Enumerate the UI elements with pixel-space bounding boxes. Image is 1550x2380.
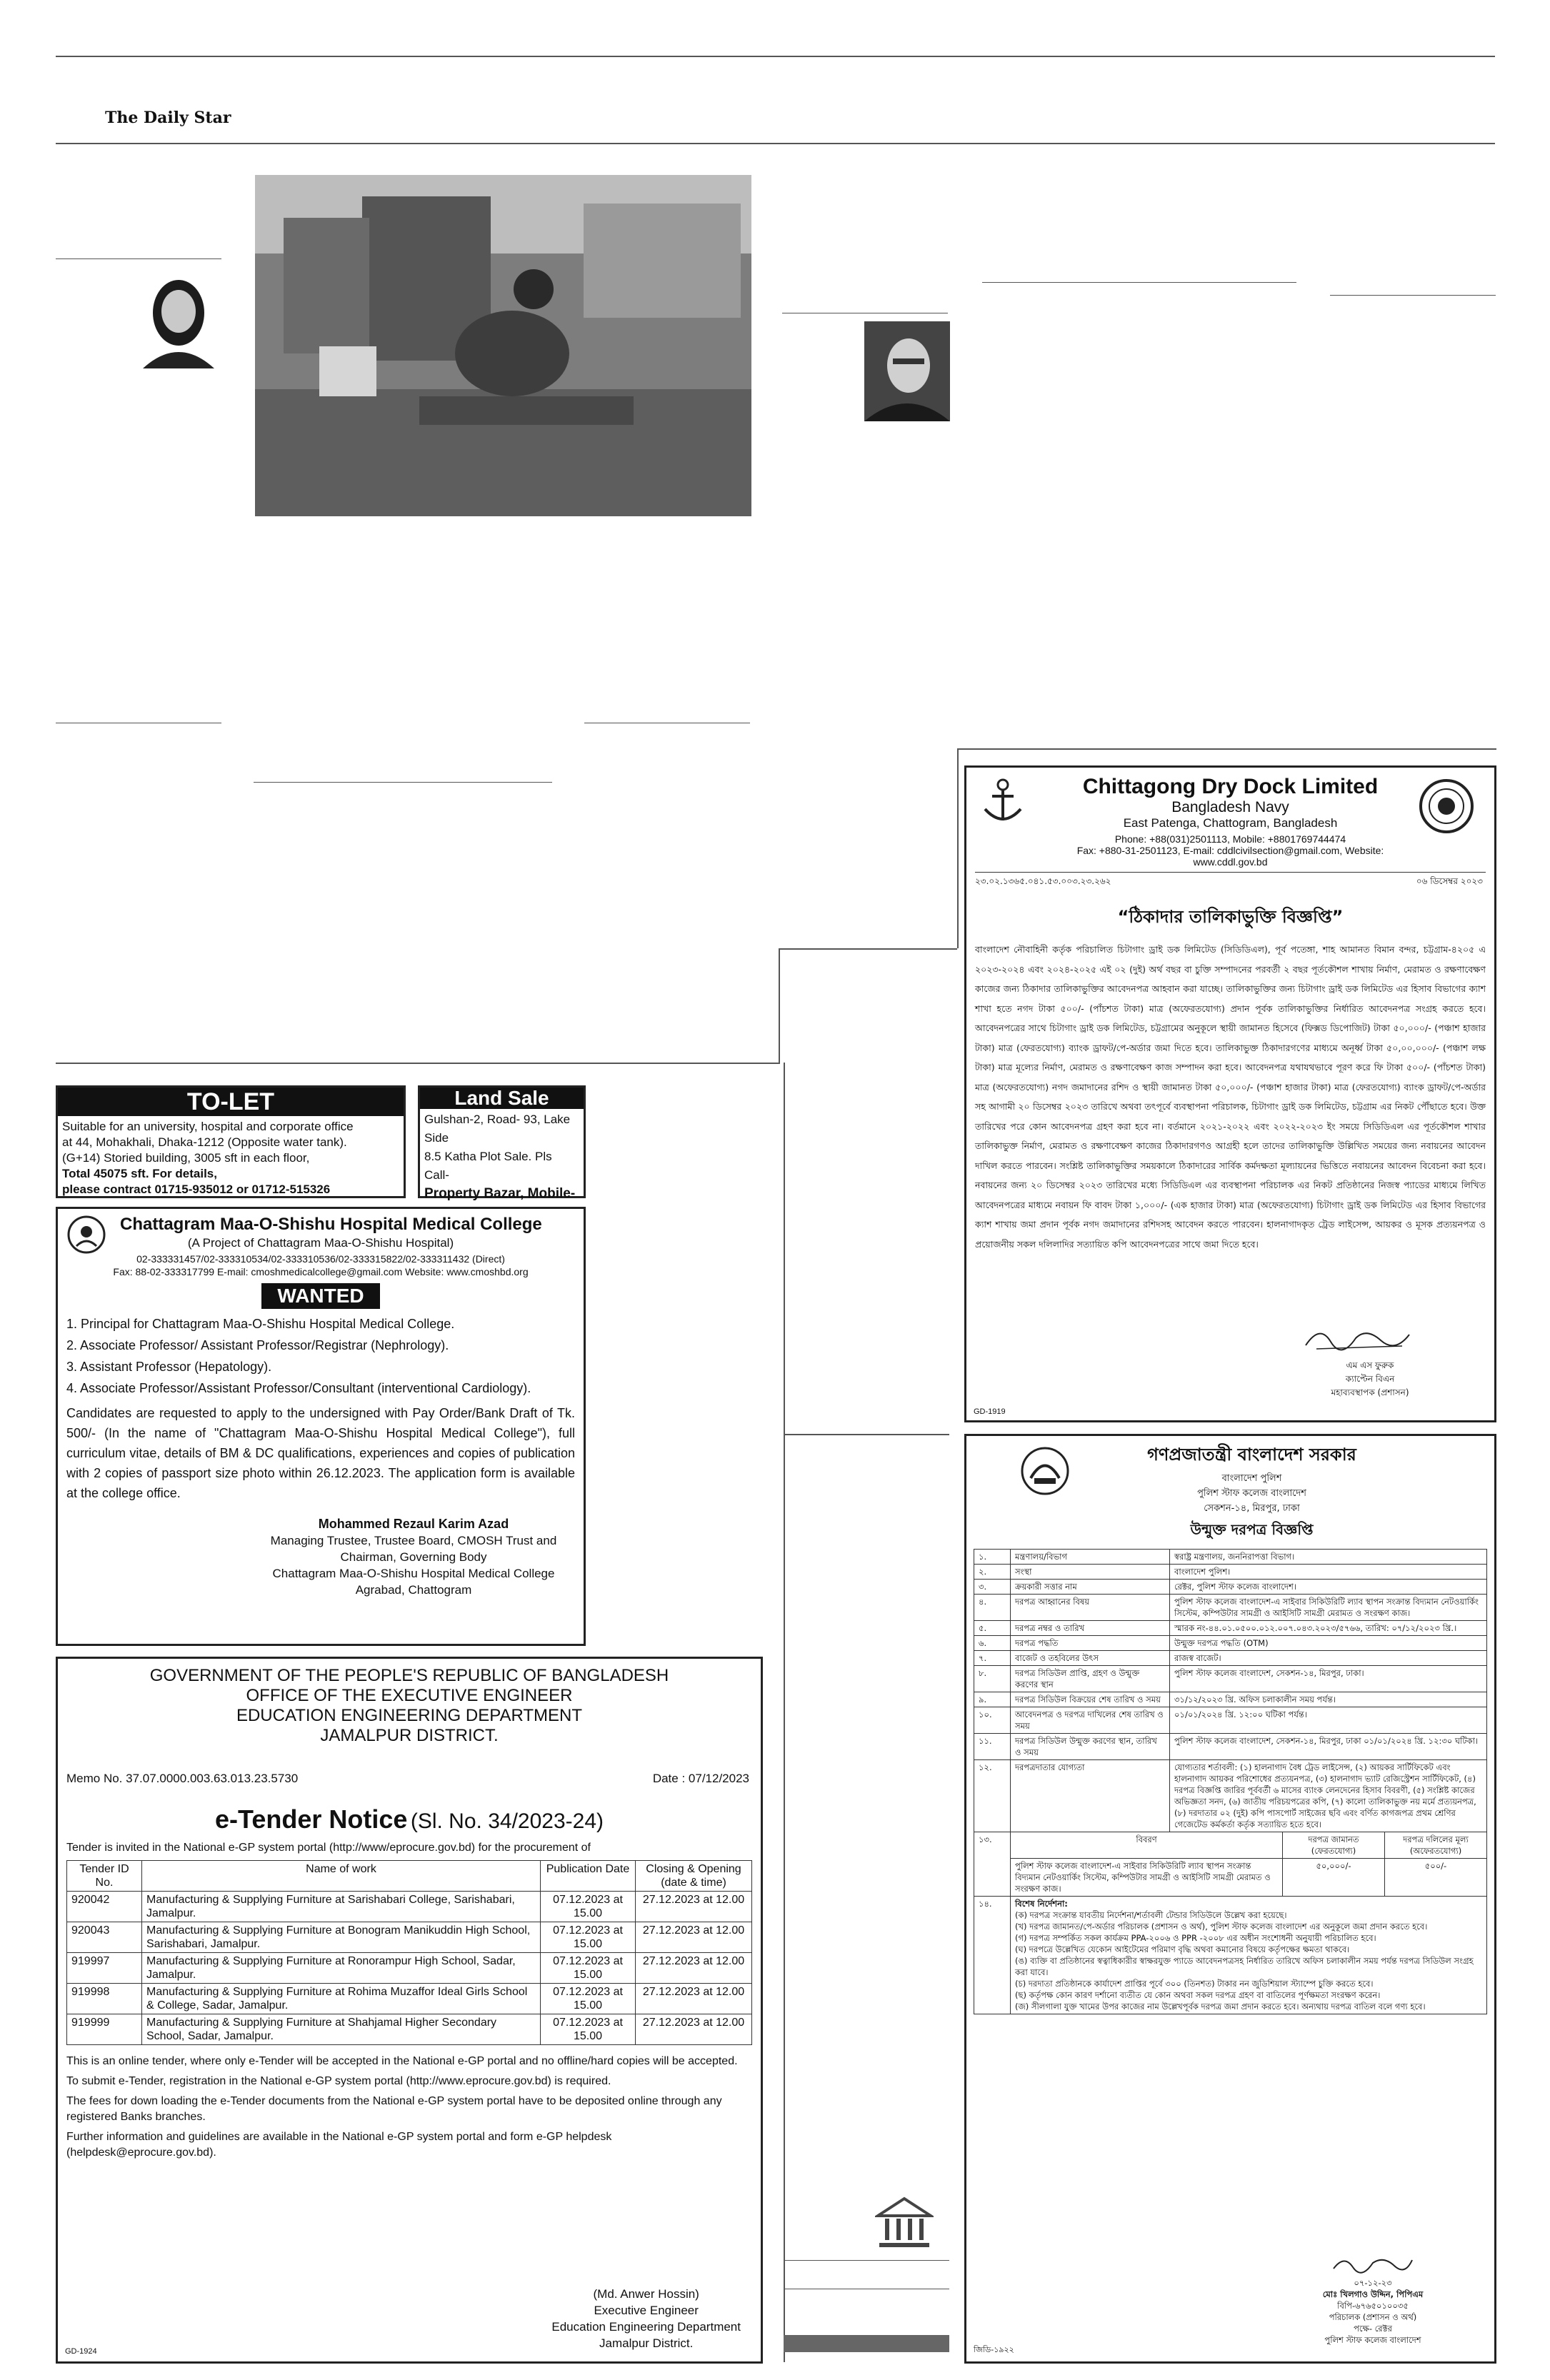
tender-id: 919998	[67, 1984, 142, 2014]
tender-id: 920042	[67, 1892, 142, 1922]
row-value: পুলিশ স্টাফ কলেজ বাংলাদেশ-এ সাইবার সিকিউরিটি ল্যাব স্থাপন সংক্রান্ত বিদ্যমান নেটওয়ার্কিং সিস্টেম, কম্পিউটার সামগ্রী ও আইসিটি সামগ্রী মেরামত ও সংরক্ষণ কাজ।	[1170, 1595, 1487, 1621]
position-item: 1. Principal for Chattagram Maa-O-Shishu Hospital Medical College.	[66, 1317, 455, 1331]
position-item: 4. Associate Professor/Assistant Professor/Consultant (interventional Cardiology).	[66, 1381, 531, 1395]
row-value: উন্মুক্ত দরপত্র পদ্ধতি (OTM)	[1170, 1636, 1487, 1651]
etender-title: e-Tender Notice	[215, 1804, 408, 1834]
government-emblem-icon	[1020, 1446, 1070, 1496]
tolet-line: Total 45075 sft. For details,	[62, 1167, 217, 1180]
work-description: পুলিশ স্টাফ কলেজ বাংলাদেশ-এ সাইবার সিকিউরিটি ল্যাব স্থাপন সংক্রান্ত বিদ্যমান নেটওয়ার্কিং সিস্টেম, কম্পিউটার সামগ্রী ও আইসিটি সামগ্রী মেরামত ও সংরক্ষণ কাজ।	[1011, 1859, 1283, 1897]
etender-note: Further information and guidelines are available in the National e-GP system portal and form e-GP helpdesk (helpdesk@eprocure.gov.bd).	[66, 2131, 612, 2159]
column-header: Name of work	[142, 1861, 541, 1892]
etender-title-sl: (Sl. No. 34/2023-24)	[410, 1809, 604, 1833]
ad-frame-line	[779, 948, 780, 1063]
row-number: ৩.	[974, 1580, 1011, 1595]
row-label: দরপত্র আহ্বানের বিষয়	[1011, 1595, 1170, 1621]
column-header: Tender ID No.	[67, 1861, 142, 1892]
publication-date: 07.12.2023 at 15.00	[541, 1953, 636, 1984]
table-row	[974, 1760, 1487, 1832]
column-divider	[784, 1063, 785, 2362]
instruction-item: (ঙ) ব্যক্তি বা প্রতিষ্ঠানের স্বত্বাধিকারীর স্বাক্ষরযুক্ত প্যাডে আবেদনপত্রসহ নির্ধারিত তারিখে অফিস চলাকালীন সময় পর্যন্ত দরপত্র সিডিউল সংগ্রহ করা যাবে।	[1015, 1956, 1474, 1977]
instruction-item: (ক) দরপত্র সংক্রান্ত যাবতীয় নির্দেশনা/শর্তাবলী টেন্ডার সিডিউলে উল্লেখ করা হয়েছে।	[1015, 1910, 1287, 1920]
table-row	[67, 1892, 752, 1922]
table-row	[974, 1565, 1487, 1580]
row-number: ২.	[974, 1565, 1011, 1580]
signature-icon	[1302, 1320, 1416, 1356]
row-number: ৮.	[974, 1666, 1011, 1692]
hospital-body: Candidates are requested to apply to the undersigned with Pay Order/Bank Draft of Tk. 500/- (In the name of "Chattagram Maa-O-Shishu Hospital Medical College"), full curriculum vitae, details of BM & DC qualifications, experiences and copies of publication with 2 copies of passport size photo within 26.12.2023. The application form is available at the college office.	[66, 1406, 575, 1500]
tolet-ad	[56, 1085, 406, 1198]
tender-id: 919999	[67, 2014, 142, 2045]
work-name: Manufacturing & Supplying Furniture at Rohima Muzaffor Ideal Girls School & College, Sadar, Jamalpur.	[142, 1984, 541, 2014]
table-row	[67, 2014, 752, 2045]
masthead-rule	[56, 143, 1495, 144]
table-row	[974, 1832, 1487, 1897]
table-row	[974, 1580, 1487, 1595]
police-title: উন্মুক্ত দরপত্র বিজ্ঞপ্তি	[1190, 1521, 1314, 1538]
hospital-sig-line: Managing Trustee, Trustee Board, CMOSH Trust and	[270, 1534, 557, 1547]
cddl-seal-icon	[1418, 778, 1475, 835]
column-rule	[982, 282, 1296, 283]
table-row	[974, 1707, 1487, 1734]
instruction-item: (জ) সীলগালা যুক্ত খামের উপর কাজের নাম উল্লেখপূর্বক দরপত্র জমা প্রদান করতে হবে। অন্যথায় দরপত্র বাতিল বলে গণ্য হবে।	[1015, 2002, 1426, 2012]
signature-icon	[1330, 2253, 1416, 2274]
row-label: ক্রয়কারী সত্তার নাম	[1011, 1580, 1170, 1595]
dry-dock-name: Chittagong Dry Dock Limited	[1082, 775, 1379, 798]
row-number: ১০.	[974, 1707, 1011, 1734]
row-label: দরপত্রদাতার যোগ্যতা	[1011, 1760, 1170, 1832]
row-value: ০১/০১/২০২৪ খ্রি. ১২:০০ ঘটিকা পর্যন্ত।	[1170, 1707, 1487, 1734]
police-gov: গণপ্রজাতন্ত্রী বাংলাদেশ সরকার	[1147, 1445, 1356, 1465]
column-header: বিবরণ	[1011, 1832, 1283, 1859]
row-label: বাজেট ও তহবিলের উৎস	[1011, 1651, 1170, 1666]
column-rule	[784, 2260, 949, 2261]
work-name: Manufacturing & Supplying Furniture at Bonogram Manikuddin High School, Sarishabari, Jamalpur.	[142, 1922, 541, 1953]
hospital-name: Chattagram Maa-O-Shishu Hospital Medical College	[120, 1215, 542, 1234]
publication-date: 07.12.2023 at 15.00	[541, 1984, 636, 2014]
row-number: ৯.	[974, 1692, 1011, 1707]
instruction-item: (খ) দরপত্র জামানত/পে-অর্ডার পরিচালক (প্রশাসন ও অর্থ), পুলিশ স্টাফ কলেজ বাংলাদেশ এর অনুকূলে জমা প্রদান করতে হবে।	[1015, 1922, 1428, 1932]
row-number: ৬.	[974, 1636, 1011, 1651]
etender-ad	[56, 1657, 763, 2364]
etender-signatory: Education Engineering Department	[551, 2320, 741, 2334]
special-instructions-title: বিশেষ নির্দেশনা:	[1015, 1899, 1068, 1909]
hospital-phones: 02-333331457/02-333310534/02-333310536/02-333315822/02-333311432 (Direct)	[136, 1253, 505, 1265]
etender-note: The fees for down loading the e-Tender documents from the National e-GP system portal have to be deposited online through any registered Banks branches.	[66, 2095, 722, 2123]
row-value: পুলিশ স্টাফ কলেজ বাংলাদেশ, সেকশন-১৪, মিরপুর, ঢাকা ০১/০১/২০২৪ খ্রি. ১২:৩০ ঘটিকা।	[1170, 1734, 1487, 1760]
work-name: Manufacturing & Supplying Furniture at Shahjamal Higher Secondary School, Sadar, Jamalpur.	[142, 2014, 541, 2045]
row-number: ১১.	[974, 1734, 1011, 1760]
tender-id: 920043	[67, 1922, 142, 1953]
row-label: মন্ত্রণালয়/বিভাগ	[1011, 1550, 1170, 1565]
row-number: ৭.	[974, 1651, 1011, 1666]
police-org: বাংলাদেশ পুলিশ	[1221, 1473, 1282, 1484]
tolet-line: Suitable for an university, hospital and corporate office	[62, 1120, 354, 1133]
row-value: স্মারক নং-৪৪.০১.০৫০০.০১২.০০৭.০৪৩.২০২৩/৫৭৬৬, তারিখ: ০৭/১২/২০২৩ খ্রি.।	[1170, 1621, 1487, 1636]
masthead-logo: The Daily Star	[105, 109, 231, 127]
column-header: Publication Date	[541, 1861, 636, 1892]
table-row	[974, 1897, 1487, 2014]
table-row	[67, 1984, 752, 2014]
closing-date: 27.12.2023 at 12.00	[636, 1892, 752, 1922]
dry-dock-sig-title: মহাব্যবস্থাপক (প্রশাসন)	[1331, 1387, 1409, 1397]
table-row	[974, 1636, 1487, 1651]
police-college: পুলিশ স্টাফ কলেজ বাংলাদেশ	[1197, 1488, 1306, 1499]
author-photo-woman	[136, 270, 221, 368]
etender-header: JAMALPUR DISTRICT.	[320, 1726, 499, 1745]
etender-signatory: Jamalpur District.	[599, 2336, 694, 2350]
land-sale-title: Land Sale	[420, 1088, 584, 1109]
column-header: দরপত্র জামানত (ফেরতযোগ্য)	[1283, 1832, 1385, 1859]
tolet-line: at 44, Mohakhali, Dhaka-1212 (Opposite water tank).	[62, 1135, 347, 1149]
document-price: ৫০০/-	[1385, 1859, 1487, 1897]
ad-frame-line	[957, 748, 959, 948]
etender-gd: GD-1924	[65, 2347, 97, 2356]
row-number: ৫.	[974, 1621, 1011, 1636]
row-label: আবেদনপত্র ও দরপত্র দাখিলের শেষ তারিখ ও সময়	[1011, 1707, 1170, 1734]
hospital-sig-line: Chairman, Governing Body	[340, 1550, 487, 1564]
row-label: দরপত্র সিডিউল প্রাপ্তি, গ্রহণ ও উন্মুক্ত করণের স্থান	[1011, 1666, 1170, 1692]
position-item: 3. Assistant Professor (Hepatology).	[66, 1360, 272, 1374]
police-sig-org: পুলিশ স্টাফ কলেজ বাংলাদেশ	[1324, 2335, 1421, 2345]
publication-date: 07.12.2023 at 15.00	[541, 2014, 636, 2045]
hospital-logo-icon	[66, 1215, 106, 1255]
dry-dock-web: www.cddl.gov.bd	[1193, 856, 1268, 868]
etender-signatory: Executive Engineer	[594, 2304, 699, 2317]
row-value: বাংলাদেশ পুলিশ।	[1170, 1565, 1487, 1580]
etender-header: OFFICE OF THE EXECUTIVE ENGINEER	[246, 1686, 573, 1705]
land-sale-line: 8.5 Katha Plot Sale. Pls Call-	[424, 1150, 552, 1182]
row-value: পুলিশ স্টাফ কলেজ বাংলাদেশ, সেকশন-১৪, মিরপুর, ঢাকা।	[1170, 1666, 1487, 1692]
etender-signatory: (Md. Anwer Hossin)	[593, 2287, 699, 2301]
news-photo-worker	[255, 175, 751, 516]
instruction-item: (গ) দরপত্র সম্পর্কিত সকল কার্যক্রম PPA-২০০৬ ও PPR -২০০৮ এর অধীন সংশোধনী অনুযায়ী পরিচালিত হবে।	[1015, 1933, 1376, 1943]
etender-date: Date : 07/12/2023	[652, 1772, 749, 1785]
police-sig-name: মোঃ খিলগাও উদ্দিন, পিপিএম	[1322, 2289, 1424, 2299]
column-bar	[784, 2335, 949, 2352]
column-header: দরপত্র দলিলের মূল্য (অফেরতযোগ্য)	[1385, 1832, 1487, 1859]
tender-deposit: ৫০,০০০/-	[1283, 1859, 1385, 1897]
table-row	[974, 1666, 1487, 1692]
etender-intro: Tender is invited in the National e-GP system portal (http://www/eprocure.gov.bd) for the procurement of	[66, 1842, 591, 1854]
etender-note: This is an online tender, where only e-Tender will be accepted in the National e-GP portal and no offline/hard copies will be accepted.	[66, 2055, 738, 2067]
etender-memo: Memo No. 37.07.0000.003.63.013.23.5730	[66, 1772, 299, 1785]
column-rule	[56, 258, 221, 259]
column-rule	[1330, 295, 1496, 296]
closing-date: 27.12.2023 at 12.00	[636, 1984, 752, 2014]
tolet-title: TO-LET	[58, 1088, 404, 1116]
police-sig-id: বিপি-৬৭৬৫০১০০৩৫	[1337, 2301, 1409, 2311]
instruction-item: (ঘ) দরপত্রে উল্লেখিত যেকোন আইটেমের পরিমাণ বৃদ্ধি অথবা কমানোর বিষয়ে কর্তৃপক্ষের ক্ষমতা থাকবে।	[1015, 1944, 1350, 1954]
work-name: Manufacturing & Supplying Furniture at Ronorampur High School, Sadar, Jamalpur.	[142, 1953, 541, 1984]
row-value: রেক্টর, পুলিশ স্টাফ কলেজ বাংলাদেশ।	[1170, 1580, 1487, 1595]
row-number: ১৩.	[974, 1832, 1011, 1897]
institution-building-icon	[875, 2196, 934, 2251]
hospital-contact: Fax: 88-02-333317799 E-mail: cmoshmedicalcollege@gmail.com Website: www.cmoshbd.org	[113, 1266, 529, 1277]
hospital-sig-line: Agrabad, Chattogram	[355, 1583, 472, 1597]
closing-date: 27.12.2023 at 12.00	[636, 1953, 752, 1984]
wanted-banner: WANTED	[261, 1283, 379, 1309]
row-number: ১.	[974, 1550, 1011, 1565]
tolet-line: (G+14) Storied building, 3005 sft in each floor,	[62, 1151, 310, 1165]
police-addr: সেকশন-১৪, মিরপুর, ঢাকা	[1204, 1503, 1300, 1514]
etender-header: GOVERNMENT OF THE PEOPLE'S REPUBLIC OF BANGLADESH	[149, 1666, 669, 1685]
dry-dock-title: “ঠিকাদার তালিকাভুক্তি বিজ্ঞপ্তি”	[1117, 907, 1344, 927]
row-label: দরপত্র সিডিউল উন্মুক্ত করণের স্থান, তারিখ ও সময়	[1011, 1734, 1170, 1760]
dry-dock-memo: ২৩.০২.১৩৬৫.০৪১.৫৩.০০৩.২৩.২৬২	[975, 876, 1111, 886]
land-sale-line: Property Bazar, Mobile-	[424, 1186, 576, 1201]
closing-date: 27.12.2023 at 12.00	[636, 2014, 752, 2045]
ad-frame-line	[957, 748, 1496, 750]
row-value: ৩১/১২/২০২৩ খ্রি. অফিস চলাকালীন সময় পর্যন্ত।	[1170, 1692, 1487, 1707]
row-value: স্বরাষ্ট্র মন্ত্রণালয়, জননিরাপত্তা বিভাগ।	[1170, 1550, 1487, 1565]
publication-date: 07.12.2023 at 15.00	[541, 1892, 636, 1922]
police-sig-for: পক্ষে- রেক্টর	[1354, 2324, 1392, 2334]
top-rule	[56, 56, 1495, 57]
closing-date: 27.12.2023 at 12.00	[636, 1922, 752, 1953]
row-label: সংস্থা	[1011, 1565, 1170, 1580]
table-row	[974, 1692, 1487, 1707]
row-label: দরপত্র সিডিউল বিক্রয়ের শেষ তারিখ ও সময়	[1011, 1692, 1170, 1707]
ad-frame-line	[56, 1063, 780, 1064]
table-row	[974, 1595, 1487, 1621]
land-sale-ad	[418, 1085, 586, 1201]
police-table	[974, 1549, 1487, 2014]
table-row	[67, 1922, 752, 1953]
dry-dock-sub: Bangladesh Navy	[1171, 799, 1289, 815]
etender-header: EDUCATION ENGINEERING DEPARTMENT	[236, 1706, 583, 1725]
row-value: রাজস্ব বাজেট।	[1170, 1651, 1487, 1666]
hospital-sig-line: Chattagram Maa-O-Shishu Hospital Medical College	[272, 1567, 555, 1580]
table-row	[974, 1621, 1487, 1636]
row-number: ১৪.	[974, 1897, 1011, 2014]
tender-id: 919997	[67, 1953, 142, 1984]
row-label: দরপত্র পদ্ধতি	[1011, 1636, 1170, 1651]
instruction-item: (চ) দরদাতা প্রতিষ্ঠানকে কার্যাদেশ প্রাপ্তির পূর্বে ৩০০ (তিনশত) টাকার নন জুডিশিয়াল স্ট্যাম্পে চুক্তি করতে হবে।	[1015, 1979, 1374, 1989]
author-photo-man	[864, 321, 950, 421]
row-value: যোগ্যতার শর্তাবলী: (১) হালনাগাদ বৈধ ট্রেড লাইসেন্স, (২) আয়কর সার্টিফিকেট এবং হালনাগাদ আয়কর পরিশোধের প্রত্যয়নপত্র, (৩) হালনাগাদ ভ্যাট রেজিস্ট্রেশন সার্টিফিকেট, (৪) দরপত্র বিজ্ঞপ্তি জারির পূর্ববর্তী ৬ মাসের ব্যাংক লেনদেনের হিসাব বিবরণী, (৫) সংশ্লিষ্ট কাজের অভিজ্ঞতা সনদ, (৬) জাতীয় পরিচয়পত্রের কপি, (৭) কালো তালিকাভুক্ত নয় মর্মে প্রত্যয়নপত্র, (৮) দরদাতার ০২ (দুই) কপি পাসপোর্ট সাইজের ছবি এবং বর্ণিত কাগজপত্র প্রথম শ্রেণির গেজেটেড কর্মকর্তা কর্তৃক সত্যায়িত হতে হবে।	[1170, 1760, 1487, 1832]
table-row	[974, 1550, 1487, 1565]
table-row	[974, 1651, 1487, 1666]
navy-anchor-icon	[979, 778, 1026, 828]
table-row	[67, 1953, 752, 1984]
land-sale-line: Gulshan-2, Road- 93, Lake Side	[424, 1113, 571, 1145]
position-item: 2. Associate Professor/ Assistant Professor/Registrar (Nephrology).	[66, 1338, 449, 1352]
column-rule	[784, 1434, 949, 1435]
dry-dock-phone: Phone: +88(031)2501113, Mobile: +8801769744474	[1114, 833, 1346, 845]
row-number: ৪.	[974, 1595, 1011, 1621]
dry-dock-gd: GD-1919	[974, 1407, 1006, 1416]
row-number: ১২.	[974, 1760, 1011, 1832]
dry-dock-sig-rank: ক্যাপ্টেন বিএন	[1345, 1374, 1395, 1384]
tolet-line: please contract 01715-935012 or 01712-515326	[62, 1183, 331, 1196]
police-tender-ad	[964, 1434, 1496, 2364]
ad-frame-line	[779, 948, 957, 950]
work-name: Manufacturing & Supplying Furniture at Sarishabari College, Sarishabari, Jamalpur.	[142, 1892, 541, 1922]
instruction-item: (ছ) কর্তৃপক্ষ কোন কারণ দর্শানো ব্যতীত যে কোন অথবা সকল দরপত্র গ্রহণ বা বাতিলের পূর্ণক্ষমতা সংরক্ষণ করেন।	[1015, 1990, 1381, 2000]
table-row	[974, 1734, 1487, 1760]
dry-dock-date: ০৬ ডিসেম্বর ২০২৩	[1416, 876, 1483, 886]
hospital-signatory: Mohammed Rezaul Karim Azad	[318, 1517, 509, 1531]
hospital-subtitle: (A Project of Chattagram Maa-O-Shishu Hospital)	[187, 1236, 454, 1250]
column-rule	[254, 782, 552, 783]
police-sig-title: পরিচালক (প্রশাসন ও অর্থ)	[1329, 2312, 1417, 2322]
hospital-ad	[56, 1207, 586, 1646]
etender-table	[66, 1860, 752, 2045]
dry-dock-fax: Fax: +880-31-2501123, E-mail: cddlcivilsection@gmail.com, Website:	[1076, 845, 1384, 856]
dry-dock-body: বাংলাদেশ নৌবাহিনী কর্তৃক পরিচালিত চিটাগাং ড্রাই ডক লিমিটেড (সিডিডিএল), পূর্ব পতেঙ্গা, শাহ আমানত বিমান বন্দর, চট্টগ্রাম-৪২০৫ এ ২০২৩-২০২৪ এবং ২০২৪-২০২৫ এই ০২ (দুই) অর্থ বছর বা চুক্তি সম্পাদনের পরবর্তী ২ বছর পূর্তকৌশল শাখায় নির্মাণ, মেরামত ও রক্ষণাবেক্ষণ কাজের জন্য ঠিকাদার তালিকাভুক্তির আবেদনপত্র আহবান করা যাচ্ছে। তালিকাভুক্তির জন্য চিটাগাং ড্রাই ডক লিমিটেড এর হিসাব বিভাগের ক্যাশ শাখা হতে নগদ টাকা ৫০০/- (পাঁচশত টাকা) মাত্র (অফেরতযোগ্য) প্রদান পূর্বক তালিকাভুক্তির নির্ধারিত আবেদনপত্র সংগ্রহ করতে হবে। আবেদনপত্রের সাথে চিটাগাং ড্রাই ডক লিমিটেড, চট্টগ্রামের অনুকূলে স্থায়ী জামানত হিসেবে (ফিক্সড ডিপোজিট) টাকা ৫০,০০০/- (পঞ্চাশ হাজার টাকা) মাত্র (ফেরতযোগ্য) ব্যাংক ড্রাফট/পে-অর্ডার জমা দিতে হবে। তালিকাভুক্ত ঠিকাদারগণের মাধ্যমে অনূর্ধ্ব টাকা ৫০,০০,০০০/- (পঞ্চাশ লক্ষ টাকা) মাত্র মূল্যের নির্মাণ, মেরামত ও রক্ষণাবেক্ষণ কাজ সম্পাদন করা হবে। আবেদনপত্র যথাযথভাবে পূরণ করে ফি টাকা ৫০০/- (পাঁচশত টাকা) মাত্র (অফেরতযোগ্য) নগদ জমাদানের রশিদ ও স্থায়ী জামানত টাকা ৫০,০০০/- (পঞ্চাশ হাজার টাকা) মাত্র (ফেরতযোগ্য) ব্যাংক ড্রাফট/পে-অর্ডার সহ আগামী ২০ ডিসেম্বর ২০২৩ তারিখে অথবা তৎপূর্বে ব্যবস্থাপনা পরিচালক, চিটাগাং ড্রাই ডক লিমিটেড, চট্টগ্রাম এর নিকট পৌঁছাতে হবে। উক্ত তারিখের পরে কোন আবেদনপত্র গ্রহণ করা হবে না। বর্তমানে ২০২১-২০২২ এবং ২০২২-২০২৩ ইং সময়ে সিডিডিএল এর পূর্তকৌশল শাখার তালিকাভুক্ত নির্মাণ, মেরামত ও রক্ষণাবেক্ষণ কাজের ঠিকাদারগণও আগ্রহী হলে তাদের তালিকাভুক্তি উল্লিখিত সময়ের জন্য নবায়নের আবেদন দাখিল করতে পারবেন। সংশ্লিষ্ট তালিকাভুক্তির সময়কালে ঠিকাদারের সার্বিক কর্মদক্ষতা মূল্যায়নের ভিত্তিতে নবায়নের আবেদন বিবেচনা করা হবে। নবায়নের জন্য ২০ ডিসেম্বর ২০২৩ তারিখের মধ্যে সিডিডিএল এর ব্যবস্থাপনা পরিচালক এর নিকট প্রতিষ্ঠানের নিজস্ব প্যাডের মাধ্যমে লিখিত আবেদনপত্রের মাধ্যমে নবায়ন ফি বাবদ টাকা ১,০০০/- (এক হাজার টাকা) মাত্র (অফেরতযোগ্য) চিটাগাং ড্রাই ডক লিমিটেড এর হিসাব বিভাগের ক্যাশ শাখায় জমা প্রদান পূর্বক নগদ জমাদানের রশিদসহ আবেদন করতে পারবেন। হালনাগাদকৃত ট্রেড লাইসেন্স, আয়কর ও মূসক প্রত্যয়নপত্র ও প্রয়োজনীয় সকল দলিলাদির সত্যায়িত কপি আবেদনপত্রের সাথে জমা দিতে হবে।	[975, 944, 1486, 1250]
police-gd: জিডি-১৯২২	[974, 2345, 1014, 2354]
row-label: দরপত্র নম্বর ও তারিখ	[1011, 1621, 1170, 1636]
dry-dock-sig-name: এম এস ফুরুক	[1346, 1360, 1394, 1370]
dry-dock-ad	[964, 765, 1496, 1422]
column-header: Closing & Opening (date & time)	[636, 1861, 752, 1892]
dry-dock-address: East Patenga, Chattogram, Bangladesh	[1123, 816, 1338, 830]
police-sig-date: ০৭-১২-২৩	[1354, 2278, 1392, 2288]
publication-date: 07.12.2023 at 15.00	[541, 1922, 636, 1953]
etender-note: To submit e-Tender, registration in the National e-GP system portal (http://www.eprocure.gov.bd) is required.	[66, 2075, 611, 2087]
